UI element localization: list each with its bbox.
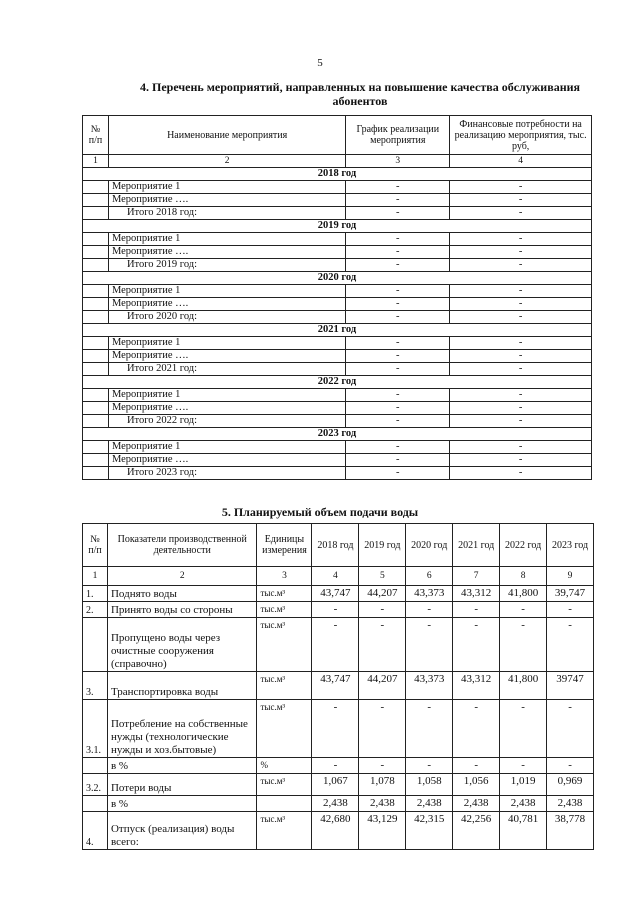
year-row [83, 168, 592, 181]
unit-cell: тыс.м³ [257, 812, 312, 850]
table-header-row [83, 524, 594, 567]
schedule-cell: - [346, 246, 450, 259]
finance-cell: - [450, 233, 592, 246]
indicator-name: в % [107, 758, 257, 774]
activity-name: Мероприятие 1 [108, 233, 345, 246]
year-row [83, 324, 592, 337]
indicator-name: Принято воды со стороны [107, 602, 257, 618]
activity-name: Мероприятие …. [108, 194, 345, 207]
value-cell: - [453, 618, 500, 672]
value-cell: 43,747 [312, 672, 359, 700]
year-label: 2018 год [83, 168, 592, 181]
value-cell: 2,438 [406, 796, 453, 812]
value-cell: - [547, 602, 594, 618]
finance-cell: - [450, 207, 592, 220]
schedule-cell: - [346, 311, 450, 324]
header-cell: № п/п [83, 116, 109, 155]
row-number-cell [83, 363, 109, 376]
column-number: 1 [83, 567, 108, 586]
value-cell: - [547, 700, 594, 758]
unit-cell: тыс.м³ [257, 700, 312, 758]
finance-cell: - [450, 389, 592, 402]
row-number: 2. [83, 602, 108, 618]
header-cell: Единицы измерения [257, 524, 312, 567]
value-cell: 0,969 [547, 774, 594, 796]
section4-title: 4. Перечень мероприятий, направленных на повышение качества обслуживания абонентов [139, 80, 581, 108]
activity-name: Мероприятие 1 [108, 181, 345, 194]
row-number-cell [83, 415, 109, 428]
unit-cell: тыс.м³ [257, 602, 312, 618]
value-cell: 40,781 [500, 812, 547, 850]
value-cell: - [312, 618, 359, 672]
header-cell: Показатели производственной деятельности [107, 524, 257, 567]
column-number: 8 [500, 567, 547, 586]
table-row [83, 812, 594, 850]
activity-name: Мероприятие 1 [108, 337, 345, 350]
value-cell: 43,373 [406, 672, 453, 700]
activity-name: Итого 2019 год: [108, 259, 345, 272]
value-cell: 1,078 [359, 774, 406, 796]
table-row [83, 389, 592, 402]
schedule-cell: - [346, 363, 450, 376]
row-number: 1. [83, 586, 108, 602]
finance-cell: - [450, 181, 592, 194]
table-row [83, 402, 592, 415]
table-row [83, 207, 592, 220]
row-number-cell [83, 246, 109, 259]
row-number-cell [83, 181, 109, 194]
schedule-cell: - [346, 350, 450, 363]
row-number [83, 618, 108, 672]
row-number-cell [83, 259, 109, 272]
value-cell: - [406, 700, 453, 758]
schedule-cell: - [346, 181, 450, 194]
activity-name: Итого 2021 год: [108, 363, 345, 376]
table-row [83, 467, 592, 480]
value-cell: - [500, 618, 547, 672]
finance-cell: - [450, 402, 592, 415]
year-row [83, 220, 592, 233]
value-cell: - [359, 700, 406, 758]
row-number-cell [83, 311, 109, 324]
table-row [83, 758, 594, 774]
value-cell: - [406, 758, 453, 774]
value-cell: 43,747 [312, 586, 359, 602]
table-row [83, 194, 592, 207]
value-cell: 2,438 [312, 796, 359, 812]
row-number-cell [83, 194, 109, 207]
finance-cell: - [450, 415, 592, 428]
row-number: 3.2. [83, 774, 108, 796]
value-cell: - [453, 602, 500, 618]
column-number: 3 [257, 567, 312, 586]
value-cell: 43,312 [453, 586, 500, 602]
column-number-row [83, 155, 592, 168]
finance-cell: - [450, 337, 592, 350]
activity-name: Итого 2020 год: [108, 311, 345, 324]
value-cell: - [406, 618, 453, 672]
unit-cell [257, 796, 312, 812]
row-number-cell [83, 207, 109, 220]
value-cell: 42,315 [406, 812, 453, 850]
activity-name: Мероприятие …. [108, 350, 345, 363]
column-number: 4 [450, 155, 592, 168]
header-cell: 2020 год [406, 524, 453, 567]
table-row [83, 259, 592, 272]
year-label: 2019 год [83, 220, 592, 233]
year-label: 2021 год [83, 324, 592, 337]
row-number-cell [83, 233, 109, 246]
row-number-cell [83, 402, 109, 415]
unit-cell: % [257, 758, 312, 774]
value-cell: - [359, 602, 406, 618]
header-cell: № п/п [83, 524, 108, 567]
row-number [83, 796, 108, 812]
value-cell: 1,056 [453, 774, 500, 796]
table-row [83, 774, 594, 796]
finance-cell: - [450, 194, 592, 207]
value-cell: - [547, 758, 594, 774]
schedule-cell: - [346, 259, 450, 272]
row-number-cell [83, 454, 109, 467]
header-cell: 2018 год [312, 524, 359, 567]
activity-name: Мероприятие 1 [108, 441, 345, 454]
table-row [83, 586, 594, 602]
header-cell: 2022 год [500, 524, 547, 567]
value-cell: 38,778 [547, 812, 594, 850]
year-row [83, 272, 592, 285]
header-cell: Наименование мероприятия [108, 116, 345, 155]
column-number: 1 [83, 155, 109, 168]
table-row [83, 672, 594, 700]
finance-cell: - [450, 441, 592, 454]
schedule-cell: - [346, 441, 450, 454]
finance-cell: - [450, 363, 592, 376]
activity-name: Мероприятие 1 [108, 389, 345, 402]
activity-name: Мероприятие 1 [108, 285, 345, 298]
schedule-cell: - [346, 298, 450, 311]
year-label: 2020 год [83, 272, 592, 285]
activities-table [82, 115, 592, 480]
column-number: 7 [453, 567, 500, 586]
row-number: 3.1. [83, 700, 108, 758]
table-row [83, 181, 592, 194]
column-number-row [83, 567, 594, 586]
table-row [83, 337, 592, 350]
unit-cell: тыс.м³ [257, 774, 312, 796]
header-cell: График реализации мероприятия [346, 116, 450, 155]
value-cell: 42,256 [453, 812, 500, 850]
activity-name: Мероприятие …. [108, 454, 345, 467]
table-row [83, 285, 592, 298]
finance-cell: - [450, 467, 592, 480]
year-label: 2023 год [83, 428, 592, 441]
value-cell: - [547, 618, 594, 672]
column-number: 2 [107, 567, 257, 586]
schedule-cell: - [346, 233, 450, 246]
unit-cell: тыс.м³ [257, 618, 312, 672]
row-number [83, 758, 108, 774]
table-header-row [83, 116, 592, 155]
finance-cell: - [450, 311, 592, 324]
value-cell: - [312, 700, 359, 758]
value-cell: - [500, 758, 547, 774]
finance-cell: - [450, 350, 592, 363]
value-cell: 44,207 [359, 586, 406, 602]
value-cell: 41,800 [500, 672, 547, 700]
schedule-cell: - [346, 285, 450, 298]
value-cell: - [359, 618, 406, 672]
value-cell: 2,438 [547, 796, 594, 812]
unit-cell: тыс.м³ [257, 672, 312, 700]
water-supply-table [82, 523, 594, 850]
table-row [83, 796, 594, 812]
indicator-name: Потери воды [107, 774, 257, 796]
table-row [83, 233, 592, 246]
value-cell: - [453, 700, 500, 758]
year-row [83, 428, 592, 441]
value-cell: - [453, 758, 500, 774]
row-number-cell [83, 389, 109, 402]
value-cell: 2,438 [453, 796, 500, 812]
table-row [83, 700, 594, 758]
activity-name: Итого 2018 год: [108, 207, 345, 220]
year-row [83, 376, 592, 389]
row-number: 4. [83, 812, 108, 850]
value-cell: - [359, 758, 406, 774]
column-number: 9 [547, 567, 594, 586]
value-cell: 1,019 [500, 774, 547, 796]
section5-title: 5. Планируемый объем подачи воды [221, 505, 419, 519]
value-cell: 1,067 [312, 774, 359, 796]
schedule-cell: - [346, 389, 450, 402]
indicator-name: Потребление на собственные нужды (технологические нужды и хоз.бытовые) [107, 700, 257, 758]
activity-name: Мероприятие …. [108, 246, 345, 259]
row-number: 3. [83, 672, 108, 700]
row-number-cell [83, 350, 109, 363]
page-number: 5 [317, 57, 323, 69]
value-cell: 39,747 [547, 586, 594, 602]
table-row [83, 415, 592, 428]
table-row [83, 618, 594, 672]
table-row [83, 311, 592, 324]
column-number: 5 [359, 567, 406, 586]
value-cell: 2,438 [359, 796, 406, 812]
indicator-name: Отпуск (реализация) воды всего: [107, 812, 257, 850]
activity-name: Итого 2022 год: [108, 415, 345, 428]
header-cell: 2021 год [453, 524, 500, 567]
value-cell: 2,438 [500, 796, 547, 812]
finance-cell: - [450, 246, 592, 259]
table-row [83, 246, 592, 259]
table-row [83, 350, 592, 363]
value-cell: 44,207 [359, 672, 406, 700]
header-cell: 2019 год [359, 524, 406, 567]
row-number-cell [83, 298, 109, 311]
finance-cell: - [450, 285, 592, 298]
value-cell: 43,373 [406, 586, 453, 602]
finance-cell: - [450, 454, 592, 467]
unit-cell: тыс.м³ [257, 586, 312, 602]
table-row [83, 602, 594, 618]
value-cell: - [500, 700, 547, 758]
column-number: 4 [312, 567, 359, 586]
activity-name: Итого 2023 год: [108, 467, 345, 480]
schedule-cell: - [346, 454, 450, 467]
indicator-name: Поднято воды [107, 586, 257, 602]
value-cell: 1,058 [406, 774, 453, 796]
column-number: 6 [406, 567, 453, 586]
indicator-name: Транспортировка воды [107, 672, 257, 700]
year-label: 2022 год [83, 376, 592, 389]
table-row [83, 454, 592, 467]
value-cell: 39747 [547, 672, 594, 700]
row-number-cell [83, 441, 109, 454]
value-cell: 43,312 [453, 672, 500, 700]
value-cell: 43,129 [359, 812, 406, 850]
table-row [83, 441, 592, 454]
value-cell: 42,680 [312, 812, 359, 850]
column-number: 3 [346, 155, 450, 168]
header-cell: Финансовые потребности на реализацию мероприятия, тыс. руб, [450, 116, 592, 155]
indicator-name: в % [107, 796, 257, 812]
schedule-cell: - [346, 467, 450, 480]
activity-name: Мероприятие …. [108, 402, 345, 415]
column-number: 2 [108, 155, 345, 168]
finance-cell: - [450, 259, 592, 272]
schedule-cell: - [346, 402, 450, 415]
schedule-cell: - [346, 415, 450, 428]
table-row [83, 298, 592, 311]
header-cell: 2023 год [547, 524, 594, 567]
activity-name: Мероприятие …. [108, 298, 345, 311]
value-cell: 41,800 [500, 586, 547, 602]
value-cell: - [500, 602, 547, 618]
value-cell: - [312, 602, 359, 618]
schedule-cell: - [346, 194, 450, 207]
row-number-cell [83, 285, 109, 298]
value-cell: - [312, 758, 359, 774]
value-cell: - [406, 602, 453, 618]
indicator-name: Пропущено воды через очистные сооружения (справочно) [107, 618, 257, 672]
schedule-cell: - [346, 207, 450, 220]
row-number-cell [83, 337, 109, 350]
row-number-cell [83, 467, 109, 480]
table-row [83, 363, 592, 376]
finance-cell: - [450, 298, 592, 311]
schedule-cell: - [346, 337, 450, 350]
